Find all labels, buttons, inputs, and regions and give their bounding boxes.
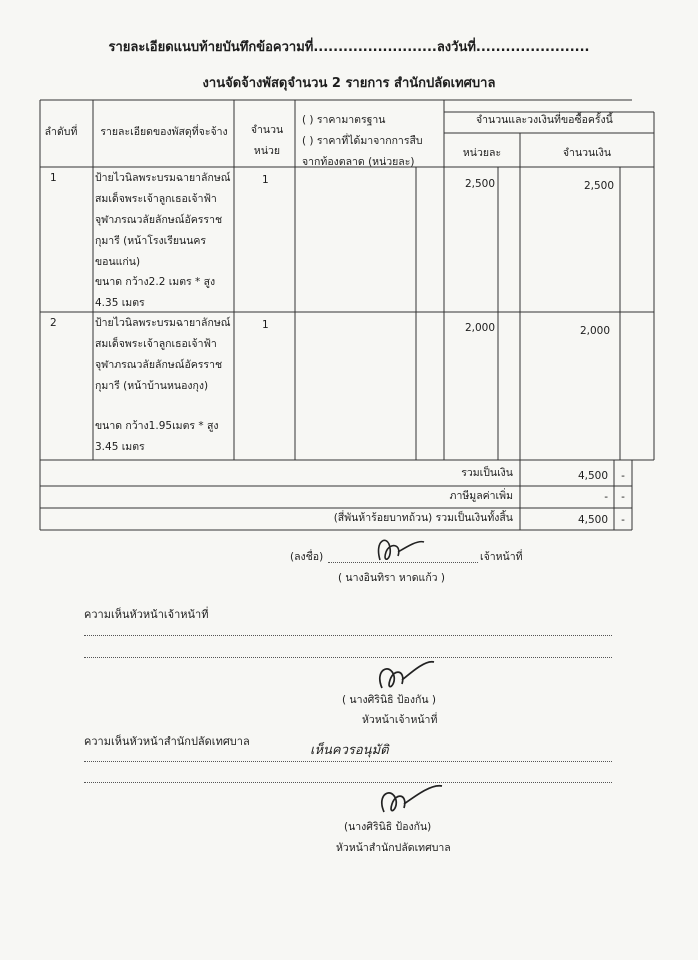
header-unit-price: หน่วยละ — [462, 147, 502, 159]
row-qty: 1 — [262, 319, 269, 331]
opinion1-line-2 — [84, 657, 612, 658]
grand-total-value: 4,500 — [577, 514, 608, 526]
subtotal-dash: - — [621, 470, 625, 482]
opinion2-handwriting: เห็นควรอนุมัติ — [310, 743, 389, 758]
header-qty: จำนวนหน่วย — [250, 124, 284, 157]
vat-dash: - — [621, 491, 625, 503]
row-amount: 2,500 — [583, 180, 614, 192]
head-role: หัวหน้าเจ้าหน้าที่ — [362, 714, 438, 726]
header-price-market: ( ) ราคาที่ได้มาจากการสืบจากท้องตลาด (หน่วยละ) — [302, 135, 423, 168]
header-no: ลำดับที่ — [44, 126, 78, 138]
subtotal-value: 4,500 — [577, 470, 608, 482]
sign-label: (ลงชื่อ) — [290, 551, 324, 563]
opinion2-line-2 — [84, 782, 612, 783]
subtotal-label: รวมเป็นเงิน — [461, 467, 513, 479]
header-budget: จำนวนและวงเงินที่ขอซื้อครั้งนี้ — [476, 114, 613, 126]
chief-name: (นางศิรินิธิ ป้องกัน) — [344, 821, 432, 833]
head-name: ( นางศิรินิธิ ป้องกัน ) — [342, 694, 436, 706]
document-subtitle: งานจัดจ้างพัสดุจำนวน 2 รายการ สำนักปลัดเทศบาล — [202, 76, 496, 91]
header-amount: จำนวนเงิน — [562, 147, 612, 159]
opinion1-line-1 — [84, 635, 612, 636]
header-detail: รายละเอียดของพัสดุที่จะจ้าง — [100, 126, 228, 138]
row-detail: ป้ายไวนิลพระบรมฉายาลักษณ์สมเด็จพระเจ้าลูกเธอเจ้าฟ้าจุฬาภรณวลัยลักษณ์อัครราชกุมารี (หน้าบ้านหนองกุง) — [95, 317, 231, 392]
chief-role: หัวหน้าสำนักปลัดเทศบาล — [336, 842, 451, 854]
header-price-standard: ( ) ราคามาตรฐาน — [302, 114, 386, 126]
row-size: ขนาด กว้าง2.2 เมตร * สูง 4.35 เมตร — [95, 276, 216, 309]
opinion1-label: ความเห็นหัวหน้าเจ้าหน้าที่ — [84, 608, 209, 621]
row-size: ขนาด กว้าง1.95เมตร * สูง 3.45 เมตร — [95, 420, 219, 453]
officer-signature — [368, 530, 428, 570]
officer-name: ( นางอินทิรา หาดแก้ว ) — [338, 572, 446, 584]
row-detail: ป้ายไวนิลพระบรมฉายาลักษณ์สมเด็จพระเจ้าลูกเธอเจ้าฟ้าจุฬาภรณวลัยลักษณ์อัครราชกุมารี (หน้าโรงเรียนนครขอนแก่น) — [95, 172, 231, 268]
vat-value: - — [604, 491, 608, 503]
grand-total-dash: - — [621, 514, 625, 526]
row-no: 2 — [50, 317, 57, 329]
document-title: รายละเอียดแนบท้ายบันทึกข้อความที่.........................ลงวันที่....................... — [108, 40, 590, 55]
opinion2-label: ความเห็นหัวหน้าสำนักปลัดเทศบาล — [84, 735, 250, 748]
grand-total-label: (สี่พันห้าร้อยบาทถ้วน) รวมเป็นเงินทั้งสิ้น — [333, 512, 513, 524]
row-unit-price: 2,500 — [464, 178, 495, 190]
officer-role: เจ้าหน้าที่ — [480, 551, 523, 563]
row-no: 1 — [50, 172, 57, 184]
row-amount: 2,000 — [579, 325, 610, 337]
row-qty: 1 — [262, 174, 269, 186]
row-unit-price: 2,000 — [464, 322, 495, 334]
vat-label: ภาษีมูลค่าเพิ่ม — [449, 490, 513, 502]
opinion2-line-1 — [84, 761, 612, 762]
